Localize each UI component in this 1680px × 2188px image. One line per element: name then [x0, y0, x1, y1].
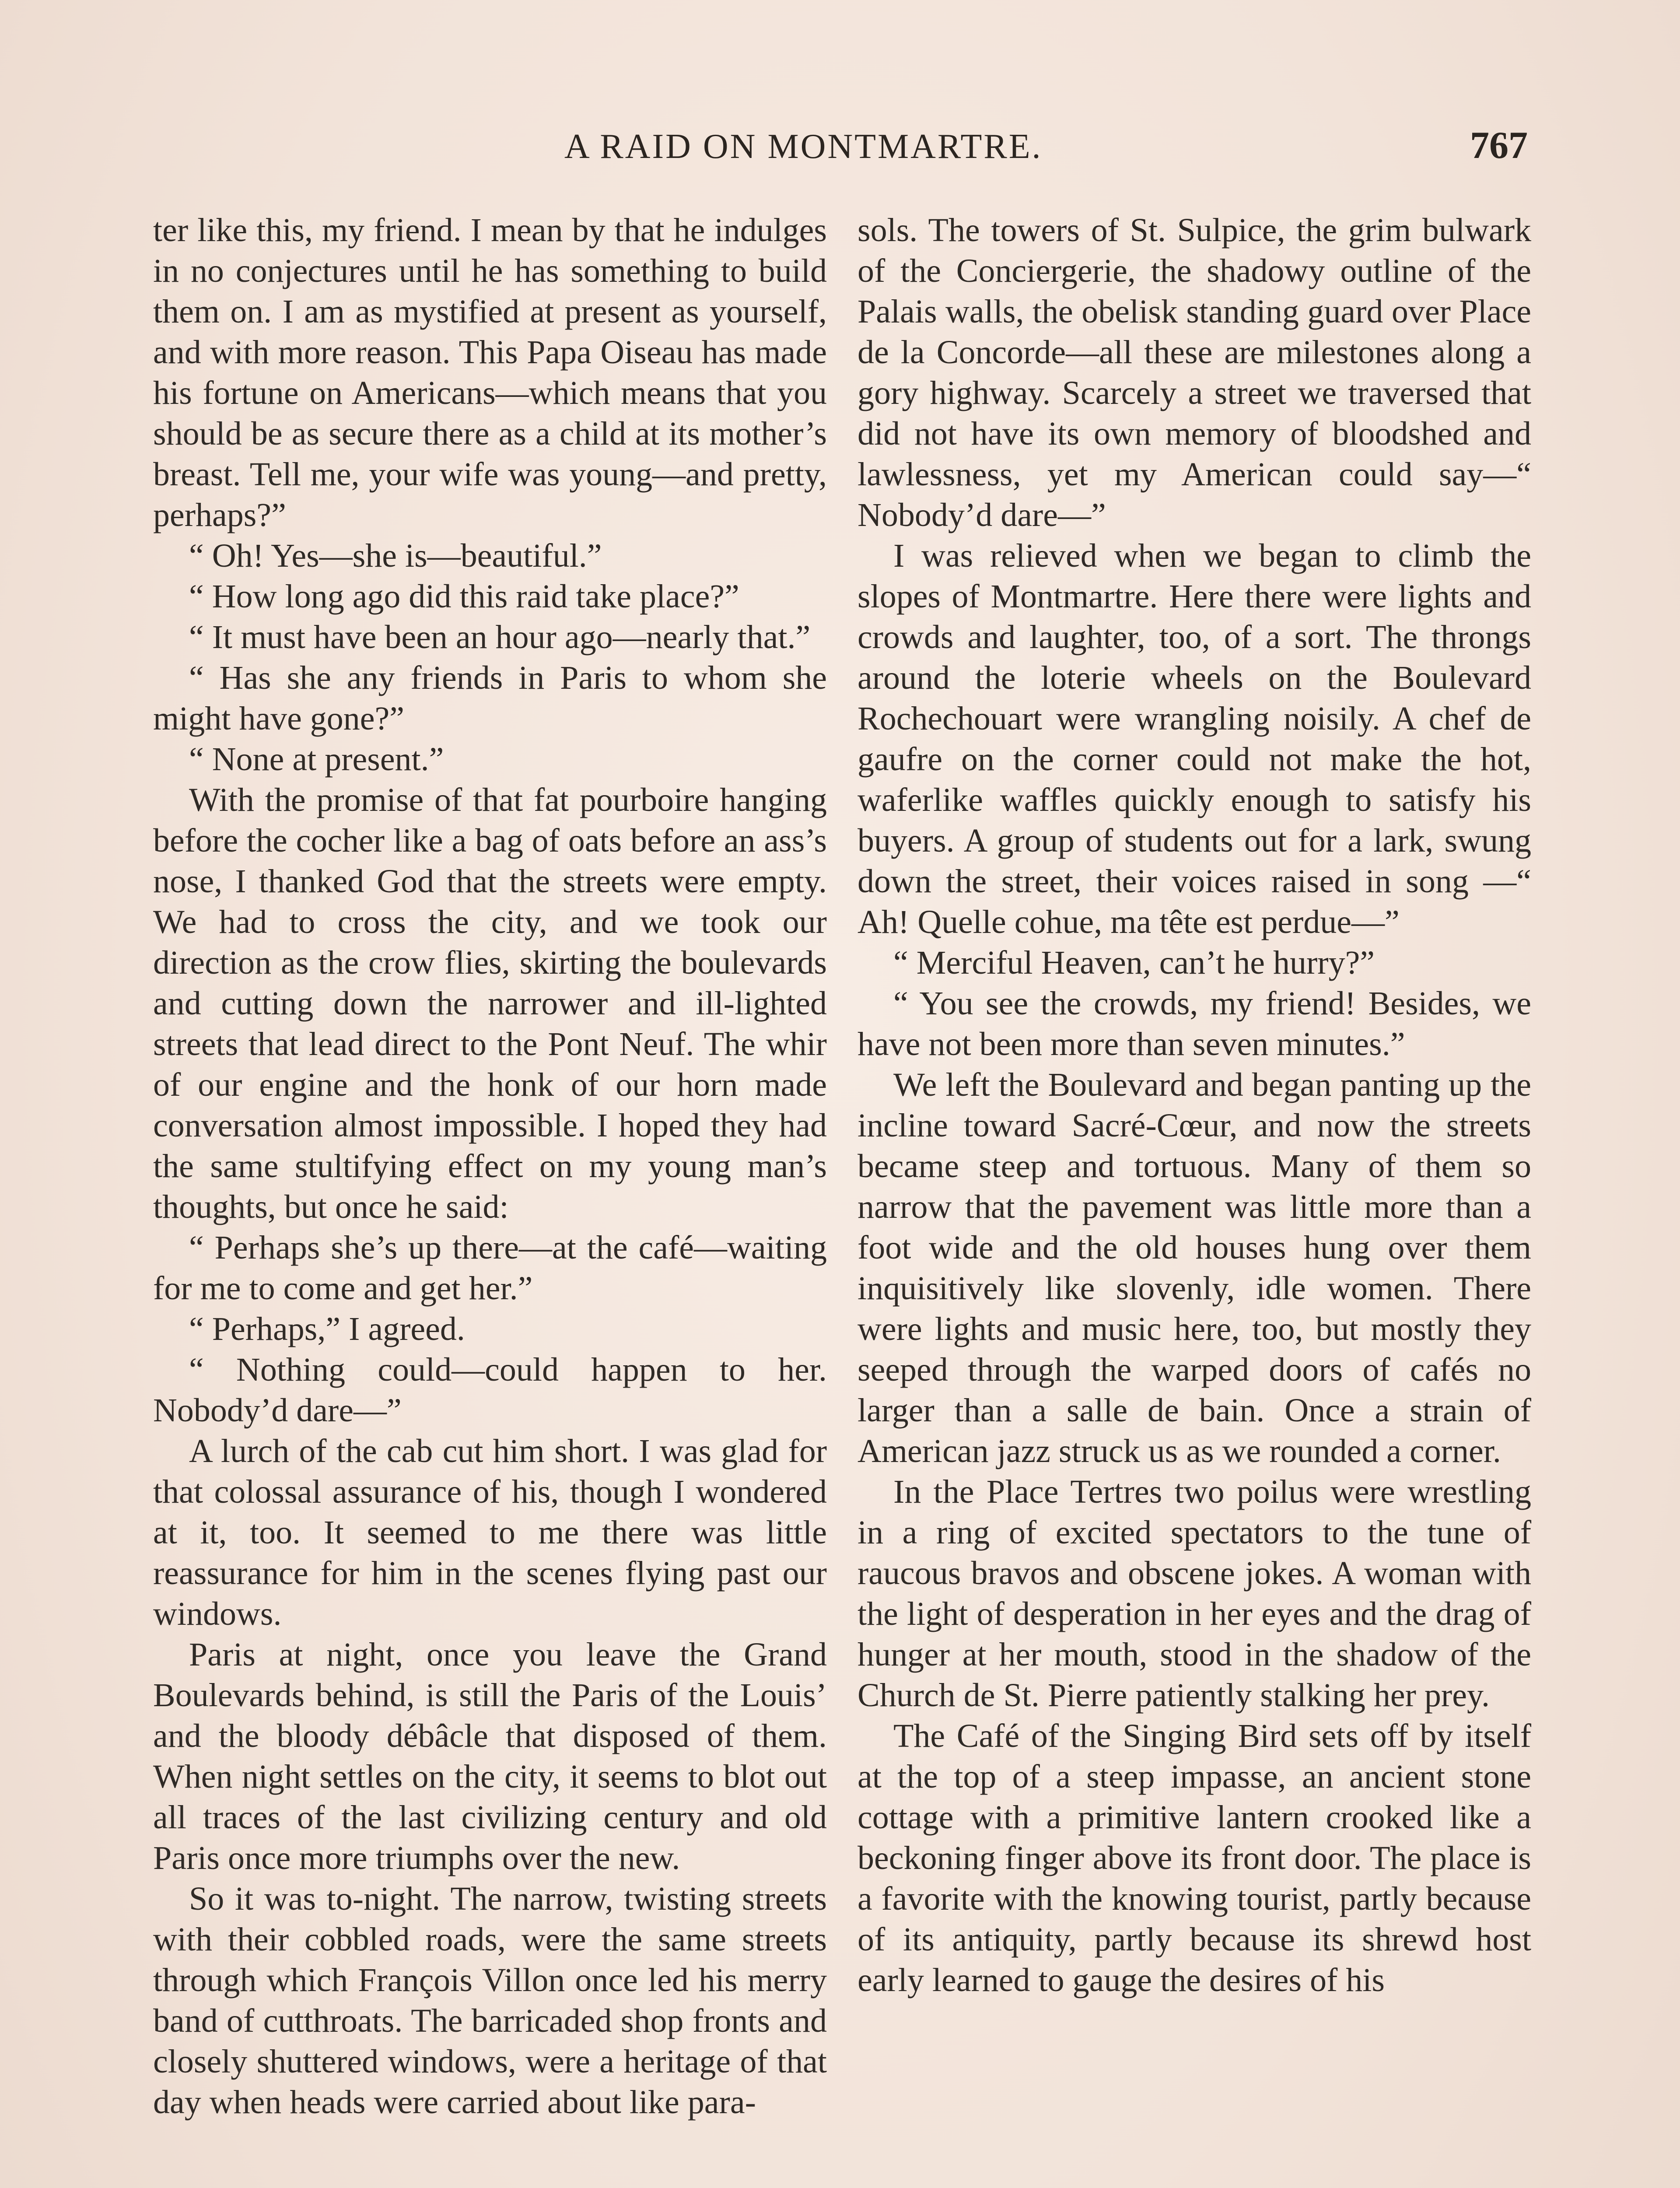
paragraph: “ You see the crowds, my friend! Besides, we have not been more than seven minutes.”	[858, 985, 1531, 1062]
paragraph: “ None at present.”	[189, 741, 444, 778]
page-number: 767	[1470, 124, 1528, 167]
paragraph: We left the Boulevard and began panting up the incline toward Sacré-Cœur, and now the streets became steep and tortuous. Many of them so narrow that the pavement was little more than a foot wide and the old houses hung over them inquisitively like slovenly, idle women. There were lights and music here, too, but mostly they seeped through the warped doors of cafés no larger than a salle de bain. Once a strain of American jazz struck us as we rounded a corner.	[858, 1066, 1531, 1469]
paragraph: In the Place Tertres two poilus were wrestling in a ring of excited spectators to the tune of raucous bravos and obscene jokes. A woman with the light of desperation in her eyes and the drag of hunger at her mouth, stood in the shadow of the Church de St. Pierre patiently stalking her prey.	[858, 1473, 1531, 1714]
paragraph: “ It must have been an hour ago—nearly that.”	[189, 619, 811, 656]
paragraph: “ Nothing could—could happen to her. Nobody’d dare—”	[153, 1351, 827, 1429]
right-column	[858, 210, 1531, 2001]
paragraph: The Café of the Singing Bird sets off by itself at the top of a steep impasse, an ancient stone cottage with a primitive lantern crooked like a beckoning finger above its front door. The place is a favorite with the knowing tourist, partly because of its antiquity, partly because its shrewd host early learned to gauge the desires of his	[858, 1718, 1531, 1999]
paragraph: I was relieved when we began to climb the slopes of Montmartre. Here there were lights and crowds and laughter, too, of a sort. The throngs around the loterie wheels on the Boulevard Rochechouart were wrangling noisily. A chef de gaufre on the corner could not make the hot, waferlike waffles quickly enough to satisfy his buyers. A group of students out for a lark, swung down the street, their voices raised in song —“ Ah! Quelle cohue, ma tête est perdue—”	[858, 537, 1531, 940]
paragraph: So it was to-night. The narrow, twisting streets with their cobbled roads, were the same streets through which François Villon once led his merry band of cutthroats. The barricaded shop fronts and closely shuttered windows, were a heritage of that day when heads were carried about like para-	[153, 1880, 827, 2121]
paragraph: A lurch of the cab cut him short. I was glad for that colossal assurance of his, though I wondered at it, too. It seemed to me there was little reassurance for him in the scenes flying past our windows.	[153, 1433, 827, 1632]
paragraph: “ Perhaps,” I agreed.	[189, 1311, 465, 1347]
paragraph: Paris at night, once you leave the Grand Boulevards behind, is still the Paris of the Louis’ and the bloody débâcle that disposed of them. When night settles on the city, it seems to blot out all traces of the last civilizing century and old Paris once more triumphs over the new.	[153, 1636, 827, 1876]
paragraph: “ Has she any friends in Paris to whom she might have gone?”	[153, 659, 827, 737]
running-title: A RAID ON MONTMARTRE.	[564, 127, 1043, 166]
paragraph: “ Perhaps she’s up there—at the café—waiting for me to come and get her.”	[153, 1229, 827, 1307]
paragraph: ter like this, my friend. I mean by that he indulges in no conjectures until he has something to build them on. I am as mystified at present as yourself, and with more reason. This Papa Oiseau has made his fortune on Americans—which means that you should be as secure there as a child at its mother’s breast. Tell me, your wife was young—and pretty, perhaps?”	[153, 212, 827, 533]
paragraph: “ Merciful Heaven, can’t he hurry?”	[893, 944, 1375, 981]
paragraph: With the promise of that fat pourboire hanging before the cocher like a bag of oats before an ass’s nose, I thanked God that the streets were empty. We had to cross the city, and we took our direction as the crow flies, skirting the boulevards and cutting down the narrower and ill-lighted streets that lead direct to the Pont Neuf. The whir of our engine and the honk of our horn made conversation almost impossible. I hoped they had the same stultifying effect on my young man’s thoughts, but once he said:	[153, 782, 827, 1225]
paragraph: “ How long ago did this raid take place?”	[189, 578, 739, 615]
paragraph: “ Oh! Yes—she is—beautiful.”	[189, 537, 602, 574]
left-column	[153, 210, 827, 2123]
paragraph: sols. The towers of St. Sulpice, the grim bulwark of the Conciergerie, the shadowy outline of the Palais walls, the obelisk standing guard over Place de la Concorde—all these are milestones along a gory highway. Scarcely a street we traversed that did not have its own memory of bloodshed and lawlessness, yet my American could say—“ Nobody’d dare—”	[858, 212, 1531, 533]
